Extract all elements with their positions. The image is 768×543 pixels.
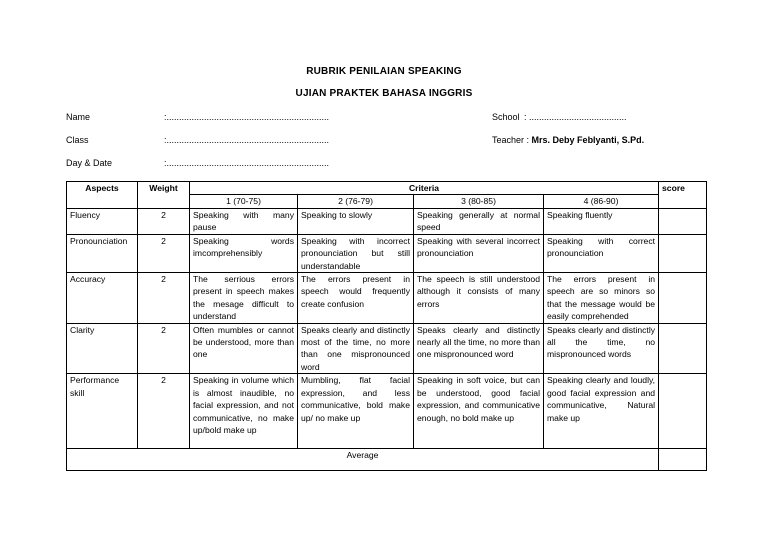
criteria-cell: The errors present in speech are so minors so that the message would be easily comprehended: [544, 273, 659, 324]
criteria-cell: Speaking to slowly: [298, 208, 414, 234]
average-score-cell[interactable]: [659, 449, 707, 471]
school-field: : .......................................: [524, 112, 627, 122]
table-row: [67, 208, 707, 234]
weight-cell: 2: [138, 374, 190, 449]
criteria-cell: Speaking generally at normal speed: [414, 208, 544, 234]
aspects-header: Aspects: [67, 182, 138, 209]
table-row: [67, 323, 707, 374]
criteria-cell: Speaks clearly and distinctly nearly all the time, no more than one mispronounced word: [414, 323, 544, 374]
table-header-row: [67, 182, 707, 195]
school-label: School: [492, 112, 520, 122]
score-cell[interactable]: [659, 374, 707, 449]
criteria-cell: Speaking clearly and loudly, good facial expression and communicative, Natural make up: [544, 374, 659, 449]
criteria-cell: The serrious errors present in speech makes the mesage difficult to understand: [190, 273, 298, 324]
criteria-header: Criteria: [190, 182, 659, 195]
rubric-table: [66, 181, 707, 471]
weight-cell: 2: [138, 208, 190, 234]
class-field: :.................................................................: [164, 135, 330, 145]
weight-cell: 2: [138, 323, 190, 374]
criteria-cell: Speaking with correct pronounciation: [544, 234, 659, 272]
criteria-cell: Speaks clearly and distinctly most of the time, no more than one mispronounced word: [298, 323, 414, 374]
teacher-name: Mrs. Deby Feblyanti, S.Pd.: [531, 135, 645, 145]
criteria-cell: Mumbling, flat facial expression, and less communicative, bold make up/ no make up: [298, 374, 414, 449]
criteria-cell: Speaking fluently: [544, 208, 659, 234]
aspect-cell: Accuracy: [67, 273, 138, 324]
weight-cell: 2: [138, 234, 190, 272]
teacher-label-text: Teacher :: [492, 135, 530, 145]
level-header: 1 (70-75): [190, 195, 298, 208]
aspect-cell: Performance skill: [67, 374, 138, 449]
aspect-cell: Pronounciation: [67, 234, 138, 272]
criteria-cell: Speaking with several incorrect pronounciation: [414, 234, 544, 272]
criteria-cell: The errors present in speech would frequently create confusion: [298, 273, 414, 324]
aspect-cell: Fluency: [67, 208, 138, 234]
aspect-cell: Clarity: [67, 323, 138, 374]
average-label: Average: [67, 449, 659, 471]
score-header: score: [659, 182, 707, 209]
date-field: :.................................................................: [164, 158, 330, 168]
table-row: [67, 374, 707, 449]
name-field: :.................................................................: [164, 112, 330, 122]
score-cell[interactable]: [659, 273, 707, 324]
table-row: [67, 234, 707, 272]
level-header: 2 (76-79): [298, 195, 414, 208]
level-header: 3 (80-85): [414, 195, 544, 208]
weight-header: Weight: [138, 182, 190, 209]
table-row: [67, 273, 707, 324]
score-cell[interactable]: [659, 234, 707, 272]
criteria-cell: Speaking with incorrect pronounciation but still understandable: [298, 234, 414, 272]
level-header: 4 (86-90): [544, 195, 659, 208]
teacher-label: [492, 135, 644, 145]
criteria-cell: The speech is still understood although it consists of many errors: [414, 273, 544, 324]
criteria-cell: Speaking with many pause: [190, 208, 298, 234]
name-label: Name: [66, 112, 91, 122]
score-cell[interactable]: [659, 208, 707, 234]
weight-cell: 2: [138, 273, 190, 324]
criteria-cell: Often mumbles or cannot be understood, more than one: [190, 323, 298, 374]
criteria-cell: Speaking in volume which is almost inaudible, no facial expression, and not communicative, no make up/bold make up: [190, 374, 298, 449]
date-label: Day & Date: [66, 158, 113, 168]
score-cell[interactable]: [659, 323, 707, 374]
document-title: RUBRIK PENILAIAN SPEAKING: [306, 66, 462, 77]
criteria-cell: Speaks clearly and distinctly all the time, no mispronounced words: [544, 323, 659, 374]
criteria-cell: Speaking in soft voice, but can be understood, good facial expression, and communicative enough, no bold make up: [414, 374, 544, 449]
criteria-cell: Speaking words imcomprehensibly: [190, 234, 298, 272]
class-label: Class: [66, 135, 89, 145]
average-row: [67, 449, 707, 471]
document-subtitle: UJIAN PRAKTEK BAHASA INGGRIS: [295, 88, 473, 99]
